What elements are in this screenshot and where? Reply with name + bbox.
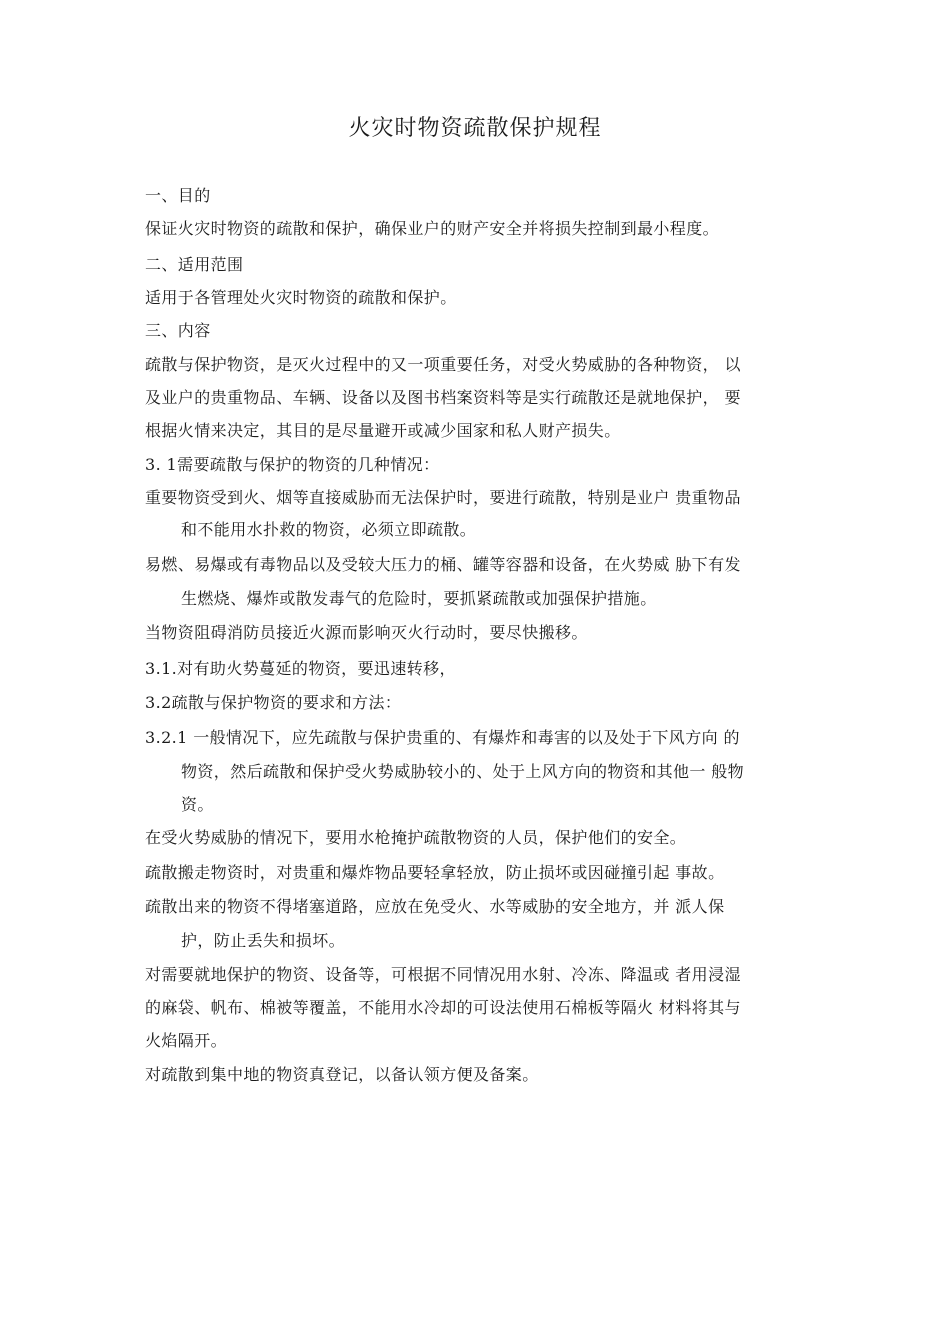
list-item-line: 的麻袋、帆布、棉被等覆盖，不能用水冷却的可设法使用石棉板等隔火 材料将其与 bbox=[145, 998, 741, 1017]
list-item-line: 在受火势威胁的情况下，要用水枪掩护疏散物资的人员，保护他们的安全。 bbox=[145, 828, 687, 847]
subsection-heading: 3. 1需要疏散与保护的物资的几种情况： bbox=[145, 455, 440, 474]
list-item-line: 火焰隔开。 bbox=[145, 1031, 228, 1050]
list-item-line: 疏散出来的物资不得堵塞道路，应放在免受火、水等威胁的安全地方，并 派人保 bbox=[145, 897, 725, 916]
list-item-continuation: 和不能用水扑救的物资，必须立即疏散。 bbox=[181, 520, 477, 539]
paragraph-line: 根据火情来决定，其目的是尽量避开或减少国家和私人财产损失。 bbox=[145, 421, 621, 440]
list-item-line: 易燃、易爆或有毒物品以及受较大压力的桶、罐等容器和设备，在火势威 胁下有发 bbox=[145, 555, 741, 574]
section-heading-scope: 二、适用范围 bbox=[145, 255, 244, 274]
list-item-continuation: 物资，然后疏散和保护受火势威胁较小的、处于上风方向的物资和其他一 般物 bbox=[181, 762, 745, 781]
list-item-continuation: 生燃烧、爆炸或散发毒气的危险时，要抓紧疏散或加强保护措施。 bbox=[181, 589, 657, 608]
page-title: 火灾时物资疏散保护规程 bbox=[348, 116, 602, 141]
section-heading-content: 三、内容 bbox=[145, 321, 211, 340]
list-item-line: 重要物资受到火、烟等直接威胁而无法保护时，要进行疏散，特别是业户 贵重物品 bbox=[145, 488, 741, 507]
list-item-line: 当物资阻碍消防员接近火源而影响灭火行动时，要尽快搬移。 bbox=[145, 623, 588, 642]
subsection-heading: 3.2疏散与保护物资的要求和方法： bbox=[145, 693, 402, 712]
list-item-continuation: 护，防止丢失和损坏。 bbox=[181, 931, 346, 950]
paragraph-line: 疏散与保护物资，是灭火过程中的又一项重要任务，对受火势威胁的各种物资， 以 bbox=[145, 355, 741, 374]
paragraph-line: 适用于各管理处火灾时物资的疏散和保护。 bbox=[145, 288, 457, 307]
paragraph-line: 保证火灾时物资的疏散和保护，确保业户的财产安全并将损失控制到最小程度。 bbox=[145, 219, 720, 238]
list-item-line: 3.1.对有助火势蔓延的物资，要迅速转移， bbox=[145, 659, 456, 678]
list-item-line: 对需要就地保护的物资、设备等，可根据不同情况用水射、冷冻、降温或 者用浸湿 bbox=[145, 965, 741, 984]
list-item-line: 疏散搬走物资时，对贵重和爆炸物品要轻拿轻放，防止损坏或因碰撞引起 事故。 bbox=[145, 863, 725, 882]
list-item-line: 对疏散到集中地的物资真登记，以备认领方便及备案。 bbox=[145, 1065, 539, 1084]
paragraph-line: 及业户的贵重物品、车辆、设备以及图书档案资料等是实行疏散还是就地保护， 要 bbox=[145, 388, 741, 407]
list-item-line: 3.2.1 一般情况下，应先疏散与保护贵重的、有爆炸和毒害的以及处于下风方向 的 bbox=[145, 728, 740, 747]
list-item-continuation: 资。 bbox=[181, 795, 214, 814]
section-heading-purpose: 一、目的 bbox=[145, 186, 211, 205]
